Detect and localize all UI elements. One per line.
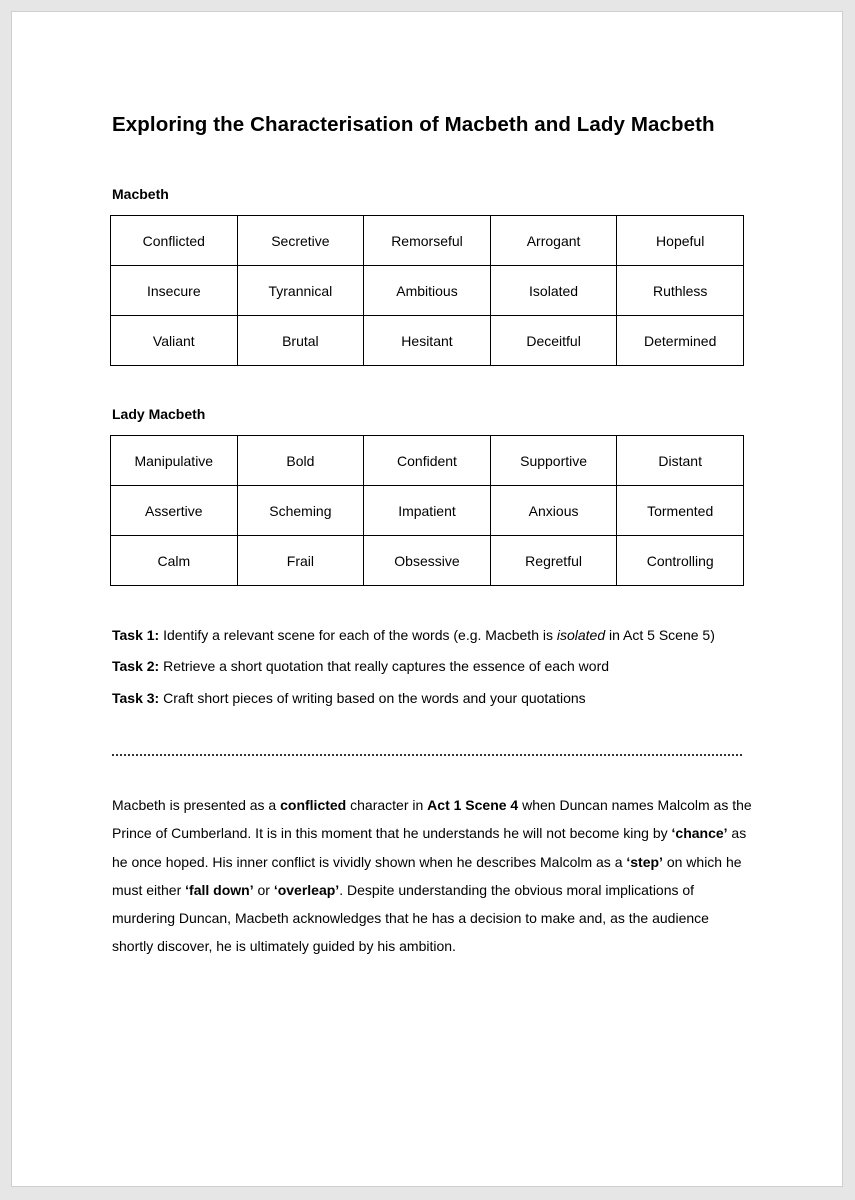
macbeth-word-table xyxy=(110,215,744,366)
task-1-text-after: in Act 5 Scene 5) xyxy=(605,627,715,643)
table-cell: Secretive xyxy=(237,216,364,266)
table-row xyxy=(111,266,744,316)
table-cell: Insecure xyxy=(111,266,238,316)
table-cell: Tyrannical xyxy=(237,266,364,316)
table-cell: Scheming xyxy=(237,486,364,536)
page-title: Exploring the Characterisation of Macbeth and Lady Macbeth xyxy=(112,113,715,136)
task-1-instruction xyxy=(112,627,715,643)
task-1-text-before: Identify a relevant scene for each of the words (e.g. Macbeth is xyxy=(159,627,557,643)
table-cell: Brutal xyxy=(237,316,364,366)
macbeth-heading: Macbeth xyxy=(112,186,169,202)
table-cell: Isolated xyxy=(490,266,617,316)
paragraph-text: or xyxy=(253,881,274,898)
emphasis-text: Act 1 Scene 4 xyxy=(427,797,519,813)
lady-macbeth-word-table xyxy=(110,435,744,586)
table-cell: Controlling xyxy=(617,536,744,586)
table-cell: Frail xyxy=(237,536,364,586)
table-row xyxy=(111,216,744,266)
emphasis-text: ‘fall down’ xyxy=(185,881,254,898)
table-row xyxy=(111,436,744,486)
table-cell: Valiant xyxy=(111,316,238,366)
table-cell: Assertive xyxy=(111,486,238,536)
table-cell: Bold xyxy=(237,436,364,486)
dotted-divider xyxy=(112,754,742,756)
paragraph-text: on which he must either xyxy=(112,853,742,898)
lady-macbeth-heading: Lady Macbeth xyxy=(112,406,206,422)
table-cell: Distant xyxy=(617,436,744,486)
task-3-instruction xyxy=(112,690,586,706)
emphasis-text: conflicted xyxy=(280,797,347,813)
table-cell: Calm xyxy=(111,536,238,586)
table-cell: Supportive xyxy=(490,436,617,486)
table-cell: Deceitful xyxy=(490,316,617,366)
task-1-example-word: isolated xyxy=(556,627,606,643)
table-cell: Determined xyxy=(617,316,744,366)
paragraph-text: when Duncan names Malcolm as the Prince of Cumberland. It is in this moment that he understands he will not become king by xyxy=(112,797,752,842)
task-2-text: Retrieve a short quotation that really captures the essence of each word xyxy=(159,658,610,674)
table-row xyxy=(111,316,744,366)
table-cell: Hesitant xyxy=(364,316,491,366)
table-row xyxy=(111,536,744,586)
emphasis-text: ‘overleap’ xyxy=(273,881,340,898)
table-cell: Ambitious xyxy=(364,266,491,316)
table-cell: Manipulative xyxy=(111,436,238,486)
paragraph-text: Macbeth is presented as a xyxy=(112,797,281,813)
table-cell: Anxious xyxy=(490,486,617,536)
table-cell: Obsessive xyxy=(364,536,491,586)
paragraph-text: as he once hoped. His inner conflict is vividly shown when he describes Malcolm as a xyxy=(112,825,747,870)
table-cell: Hopeful xyxy=(617,216,744,266)
table-cell: Arrogant xyxy=(490,216,617,266)
table-cell: Impatient xyxy=(364,486,491,536)
task-3-label: Task 3: xyxy=(112,690,160,706)
task-2-instruction xyxy=(112,658,609,674)
document-page xyxy=(11,11,843,1187)
emphasis-text: ‘chance’ xyxy=(671,825,728,842)
example-paragraph xyxy=(112,791,752,961)
paragraph-text: . Despite understanding the obvious moral implications of murdering Duncan, Macbeth acknowledges that he has a decision to make and, as the audience shortly discover, he is ultimately guided by his ambition. xyxy=(112,881,709,955)
table-row xyxy=(111,486,744,536)
table-cell: Tormented xyxy=(617,486,744,536)
emphasis-text: ‘step’ xyxy=(626,853,663,870)
table-cell: Regretful xyxy=(490,536,617,586)
table-cell: Remorseful xyxy=(364,216,491,266)
table-cell: Conflicted xyxy=(111,216,238,266)
table-cell: Confident xyxy=(364,436,491,486)
table-cell: Ruthless xyxy=(617,266,744,316)
task-1-label: Task 1: xyxy=(112,627,160,643)
task-2-label: Task 2: xyxy=(112,658,160,674)
paragraph-text: character in xyxy=(346,797,428,813)
task-3-text: Craft short pieces of writing based on the words and your quotations xyxy=(159,690,586,706)
